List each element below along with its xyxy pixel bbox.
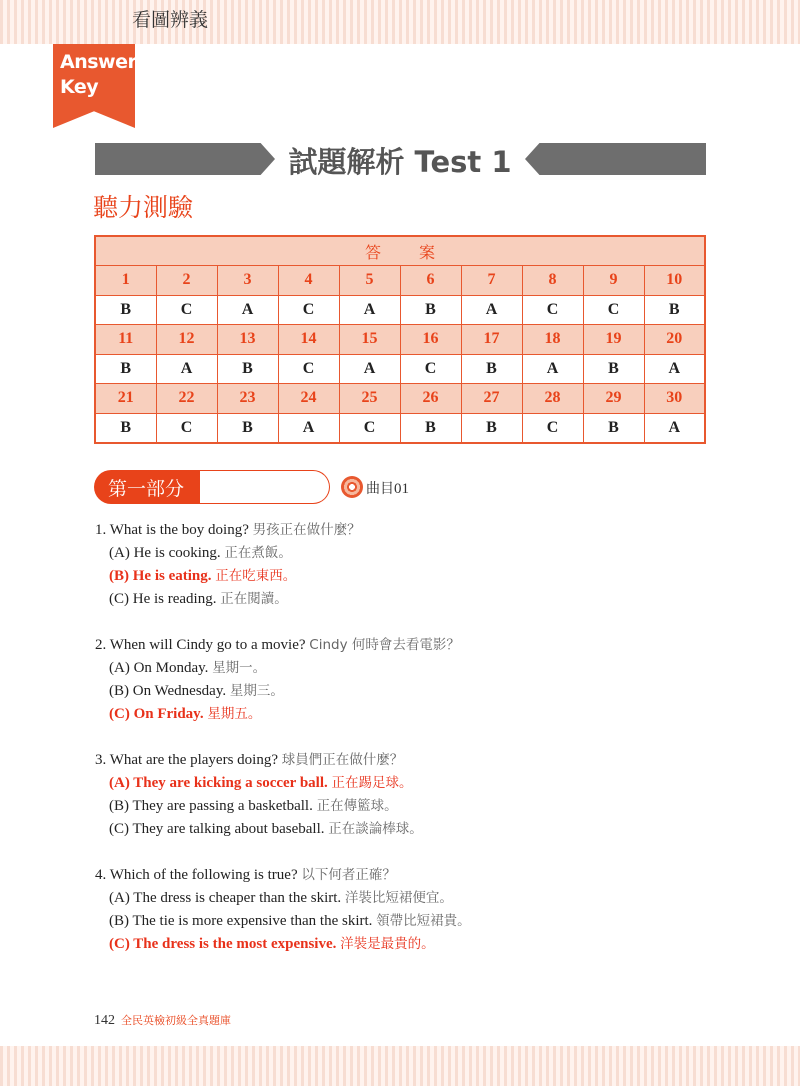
option: [95, 887, 715, 910]
answer-value-row: [95, 413, 705, 443]
answer-number-cell: 9: [583, 266, 644, 296]
title-bar-left: [95, 143, 275, 175]
option: [95, 910, 715, 933]
option-text-zh: 星期三。: [229, 683, 284, 699]
answer-value-cell: C: [278, 354, 339, 384]
answer-number-cell: 30: [644, 384, 705, 414]
answer-value-cell: B: [95, 413, 156, 443]
question-item: [95, 634, 715, 726]
answer-number-cell: 2: [156, 266, 217, 296]
answer-number-cell: 20: [644, 325, 705, 355]
answer-value-cell: C: [583, 295, 644, 325]
cd-icon: [341, 476, 363, 498]
answer-number-cell: 3: [217, 266, 278, 296]
answer-number-cell: 14: [278, 325, 339, 355]
bottom-stripe-band: [0, 1046, 800, 1086]
option-text-en: (C) The dress is the most expensive.: [109, 936, 337, 952]
answer-value-cell: C: [156, 413, 217, 443]
question-item: [95, 864, 715, 956]
question-text-zh: 男孩正在做什麼？: [252, 522, 361, 538]
answer-number-cell: 15: [339, 325, 400, 355]
option-text-en: (A) The dress is cheaper than the skirt.: [109, 890, 342, 906]
answer-value-cell: C: [400, 354, 461, 384]
answer-table: [94, 235, 706, 444]
answer-number-cell: 8: [522, 266, 583, 296]
question-list: [95, 519, 715, 979]
answer-number-cell: 16: [400, 325, 461, 355]
answer-value-cell: C: [156, 295, 217, 325]
answer-value-cell: A: [644, 413, 705, 443]
page-title: 試題解析 Test 1: [288, 145, 512, 179]
option-text-zh: 星期五。: [207, 706, 262, 722]
answer-value-row: [95, 354, 705, 384]
question-text-zh: Cindy 何時會去看電影？: [309, 637, 460, 653]
top-stripe-band: [0, 0, 800, 44]
option-text-zh: 正在煮飯。: [224, 545, 292, 561]
answer-number-cell: 25: [339, 384, 400, 414]
correct-option: [95, 565, 715, 588]
track-prefix: 曲目: [366, 481, 394, 497]
option: [95, 795, 715, 818]
question-item: [95, 749, 715, 841]
answer-number-cell: 26: [400, 384, 461, 414]
option-text-en: (B) The tie is more expensive than the skirt.: [109, 913, 373, 929]
ribbon-line-1: Answer: [60, 51, 137, 73]
answer-number-cell: 18: [522, 325, 583, 355]
answer-value-cell: A: [156, 354, 217, 384]
option: [95, 657, 715, 680]
correct-option: [95, 933, 715, 956]
page-footer: [94, 1012, 231, 1029]
answer-value-cell: B: [400, 295, 461, 325]
track-number: 01: [394, 481, 409, 497]
option-text-zh: 正在傳籃球。: [316, 798, 398, 814]
question-stem: [95, 864, 715, 887]
answer-value-cell: B: [644, 295, 705, 325]
answer-value-cell: B: [217, 413, 278, 443]
page-number: 142: [94, 1013, 115, 1028]
question-stem: [95, 519, 715, 542]
answer-number-cell: 19: [583, 325, 644, 355]
track-label: [366, 478, 409, 498]
answer-table-header: 答案: [95, 236, 705, 266]
option-text-zh: 洋裝是最貴的。: [340, 936, 435, 952]
option-text-en: (B) He is eating.: [109, 568, 212, 584]
answer-number-cell: 17: [461, 325, 522, 355]
answer-value-cell: A: [644, 354, 705, 384]
option-text-en: (C) They are talking about baseball.: [109, 821, 325, 837]
option-text-zh: 領帶比短裙貴。: [376, 913, 471, 929]
answer-number-cell: 11: [95, 325, 156, 355]
answer-value-cell: A: [461, 295, 522, 325]
ribbon-line-2: Key: [60, 76, 99, 98]
answer-value-cell: A: [217, 295, 278, 325]
answer-number-cell: 6: [400, 266, 461, 296]
section-heading: 聽力測驗: [93, 193, 194, 222]
answer-number-cell: 7: [461, 266, 522, 296]
answer-number-cell: 29: [583, 384, 644, 414]
correct-option: [95, 703, 715, 726]
option-text-en: (B) On Wednesday.: [109, 683, 227, 699]
question-stem: [95, 749, 715, 772]
book-title: 全民英檢初級全真題庫: [121, 1014, 231, 1027]
option-text-en: (A) On Monday.: [109, 660, 209, 676]
answer-number-cell: 13: [217, 325, 278, 355]
option-text-zh: 洋裝比短裙便宜。: [344, 890, 453, 906]
answer-value-cell: B: [400, 413, 461, 443]
option: [95, 542, 715, 565]
answer-number-cell: 5: [339, 266, 400, 296]
question-stem: [95, 634, 715, 657]
option-text-en: (C) On Friday.: [109, 706, 204, 722]
question-text-en: 3. What are the players doing?: [95, 752, 278, 768]
answer-value-cell: B: [217, 354, 278, 384]
answer-number-cell: 21: [95, 384, 156, 414]
option-text-zh: 星期一。: [212, 660, 267, 676]
answer-number-cell: 27: [461, 384, 522, 414]
part-label: 第一部分: [108, 478, 185, 500]
answer-value-cell: B: [95, 354, 156, 384]
answer-value-cell: C: [522, 295, 583, 325]
answer-table-header-row: [95, 236, 705, 266]
part-name: 看圖辨義: [132, 9, 209, 31]
option-text-zh: 正在談論棒球。: [328, 821, 423, 837]
answer-value-cell: B: [583, 354, 644, 384]
option-text-zh: 正在踢足球。: [331, 775, 413, 791]
answer-value-cell: A: [522, 354, 583, 384]
option-text-en: (A) They are kicking a soccer ball.: [109, 775, 328, 791]
correct-option: [95, 772, 715, 795]
answer-value-cell: A: [339, 295, 400, 325]
question-text-zh: 球員們正在做什麼？: [281, 752, 404, 768]
answer-value-cell: B: [461, 413, 522, 443]
question-item: [95, 519, 715, 611]
answer-value-cell: A: [278, 413, 339, 443]
answer-number-cell: 1: [95, 266, 156, 296]
part-badge: [94, 470, 330, 504]
answer-number-row: [95, 325, 705, 355]
answer-number-cell: 28: [522, 384, 583, 414]
option: [95, 588, 715, 611]
option: [95, 680, 715, 703]
option-text-en: (C) He is reading.: [109, 591, 217, 607]
answer-number-cell: 23: [217, 384, 278, 414]
question-text-en: 2. When will Cindy go to a movie?: [95, 637, 306, 653]
answer-value-cell: B: [95, 295, 156, 325]
answer-number-cell: 24: [278, 384, 339, 414]
answer-number-cell: 10: [644, 266, 705, 296]
answer-value-cell: C: [339, 413, 400, 443]
option-text-zh: 正在吃東西。: [215, 568, 297, 584]
part-badge-right: [200, 470, 330, 504]
title-bar-right: [525, 143, 706, 175]
answer-value-cell: C: [522, 413, 583, 443]
option-text-zh: 正在閱讀。: [220, 591, 288, 607]
answer-key-label: [60, 50, 136, 100]
question-text-zh: 以下何者正確？: [301, 867, 396, 883]
answer-number-cell: 4: [278, 266, 339, 296]
question-text-en: 1. What is the boy doing?: [95, 522, 249, 538]
answer-number-row: [95, 266, 705, 296]
question-text-en: 4. Which of the following is true?: [95, 867, 298, 883]
answer-value-cell: C: [278, 295, 339, 325]
answer-number-row: [95, 384, 705, 414]
answer-value-cell: B: [461, 354, 522, 384]
answer-value-cell: A: [339, 354, 400, 384]
option-text-en: (A) He is cooking.: [109, 545, 221, 561]
answer-number-cell: 22: [156, 384, 217, 414]
option-text-en: (B) They are passing a basketball.: [109, 798, 313, 814]
option: [95, 818, 715, 841]
answer-number-cell: 12: [156, 325, 217, 355]
answer-value-cell: B: [583, 413, 644, 443]
answer-value-row: [95, 295, 705, 325]
